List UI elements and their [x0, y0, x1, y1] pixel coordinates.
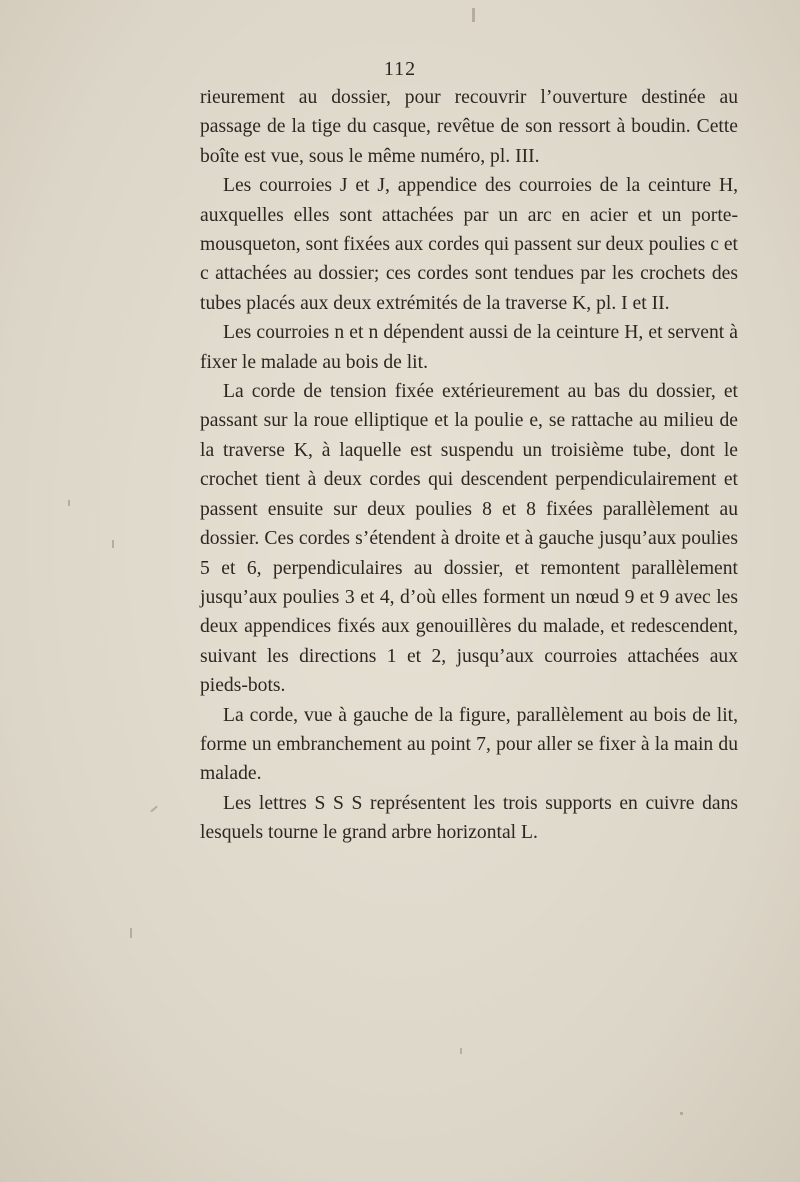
paragraph: Les courroies n et n dépendent aussi de la ceinture H, et servent à fixer le malade au bois de lit. — [200, 322, 738, 373]
page-number: 112 — [383, 58, 417, 80]
paragraph: Les courroies J et J, appendice des courroies de la ceinture H, auxquelles elles sont attachées par un arc en acier et un porte-mousqueton, sont fixées aux cordes qui passent sur deux poulies c et c attachées au dossier; ces cordes sont tendues par les crochets des tubes placés aux deux extrémités de la traverse K, pl. I et II. — [200, 175, 738, 314]
paragraph: La corde, vue à gauche de la figure, parallèlement au bois de lit, forme un embranchement au point 7, pour aller se fixer à la main du malade. — [200, 704, 738, 785]
paragraph: rieurement au dossier, pour recouvrir l’ouverture destinée au passage de la tige du casque, revêtue de son ressort à boudin. Cette boîte est vue, sous le même numéro, pl. III. — [200, 87, 738, 167]
paragraph: La corde de tension fixée extérieurement au bas du dossier, et passant sur la roue elliptique et la poulie e, se rattache au milieu de la traverse K, à laquelle est suspendu un troisième tube, dont le crochet tient à deux cordes qui descendent perpendiculairement et passent ensuite sur deux poulies 8 et 8 fixées parallèlement au dossier. Ces cordes s’étendent à droite et à gauche jusqu’aux poulies 5 et 6, perpendiculaires au dossier, et remontent parallèlement jusqu’aux poulies 3 et 4, d’où elles forment un nœud 9 et 9 avec les deux appendices fixés aux genouillères du malade, et redescendent, suivant les directions 1 et 2, jusqu’aux courroies attachées aux pieds-bots. — [200, 381, 738, 697]
body-text — [200, 83, 738, 848]
paragraph: Les lettres S S S représentent les trois supports en cuivre dans lesquels tourne le grand arbre horizontal L. — [200, 792, 738, 844]
